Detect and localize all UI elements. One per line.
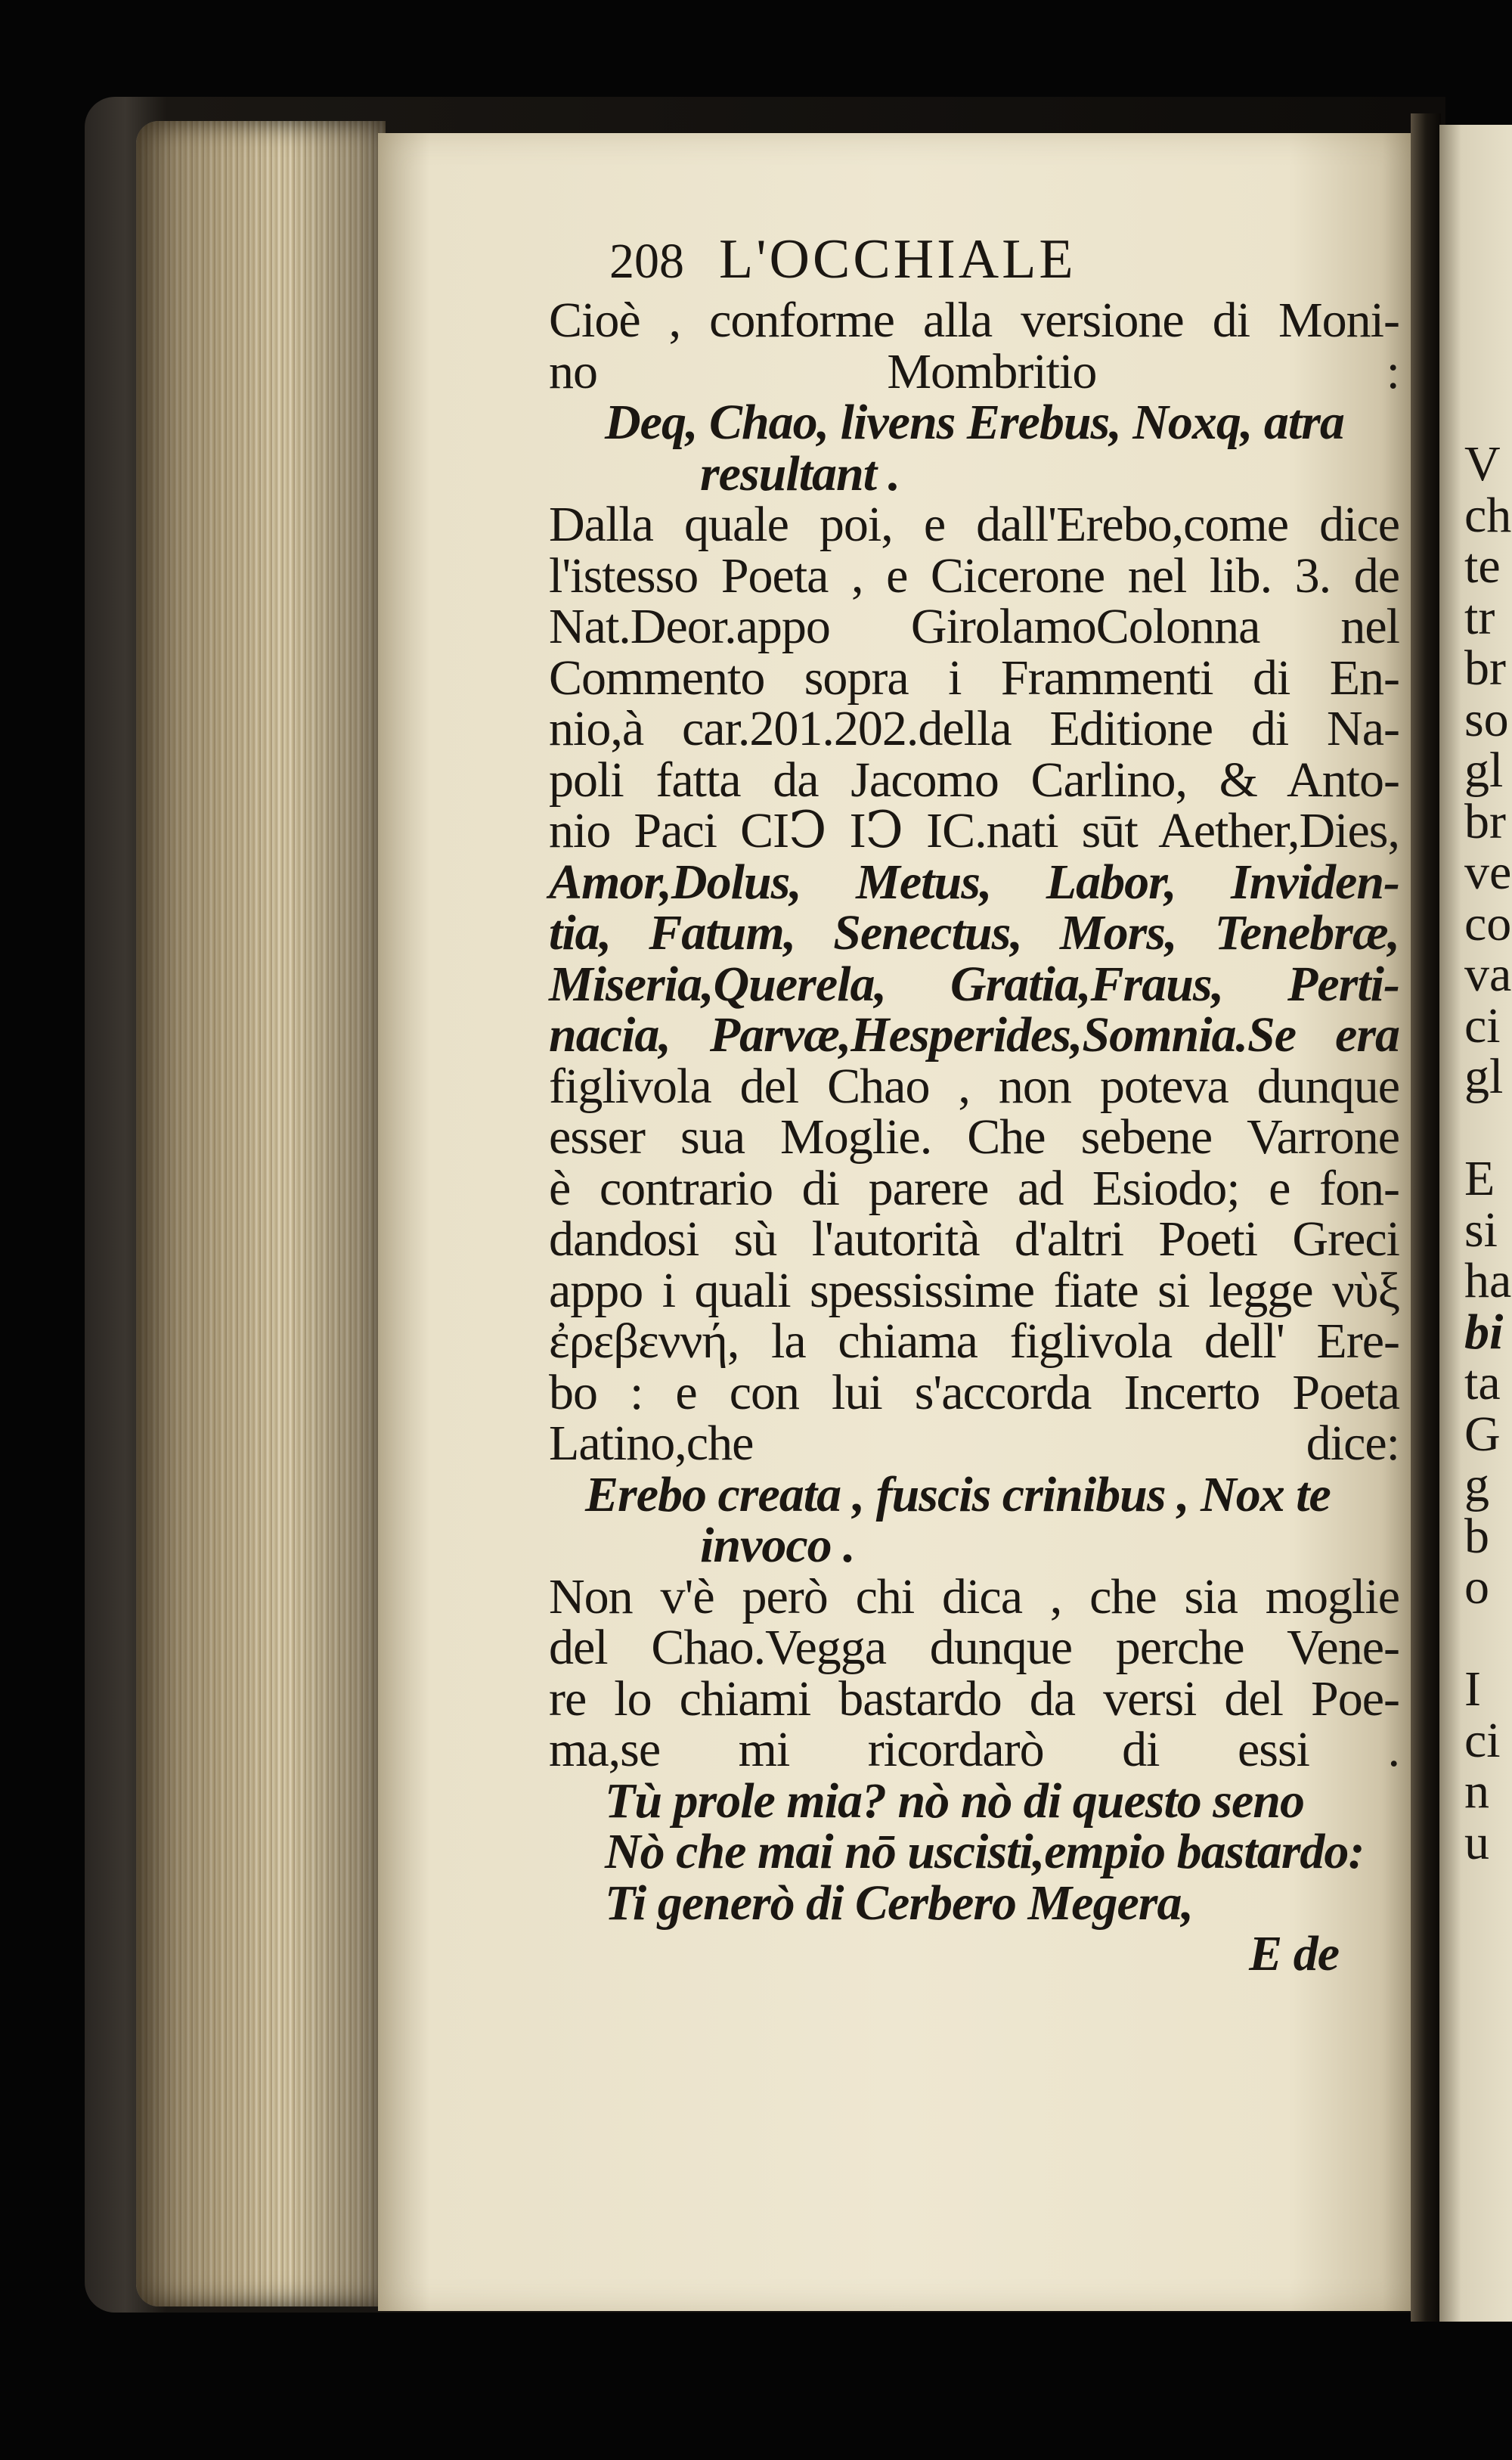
next-page-fragment: b [1464,1508,1489,1564]
text-line: l'istesso Poeta , e Cicerone nel lib. 3. de [549,548,1399,603]
next-page-fragment: E [1464,1151,1495,1206]
text-line: Latino,che dice: [549,1416,1399,1471]
next-page-fragment: si [1464,1202,1498,1258]
text-line: Commento sopra i Frammenti di En- [549,650,1399,706]
next-page-fragment: ha [1464,1253,1512,1308]
text-line: Ti generò di Cerbero Megera, [605,1875,1193,1931]
text-line: Erebo creata , fuscis crinibus , Nox te [585,1466,1331,1522]
book-gutter [1411,113,1441,2322]
text-line: Amor,Dolus, Metus, Labor, Inviden- [549,854,1399,910]
next-page-fragments [1464,436,1512,1870]
next-page-fragment: co [1464,895,1512,951]
page-number: 208 [609,234,684,289]
text-line: è contrario di parere ad Esiodo; e fon- [549,1160,1399,1216]
page-edges [136,121,386,2306]
next-page-fragment: I [1464,1661,1481,1717]
next-page-fragment: so [1464,691,1509,747]
next-page-fragment [1464,1613,1512,1664]
catchword: E de [1249,1926,1339,1981]
next-page-fragment: va [1464,947,1512,1002]
page-text-block [549,228,1399,1981]
text-line: nacia, Parvæ,Hesperides,Somnia.Se era [549,1007,1399,1062]
text-line: Non v'è però chi dica , che sia moglie [549,1568,1399,1624]
text-line: Nat.Deor.appo GirolamoColonna nel [549,599,1399,654]
next-page-fragment: n [1464,1764,1489,1819]
text-line: Tù prole mia? nò nò di questo seno [605,1773,1304,1829]
next-page-fragment: tr [1464,589,1495,645]
text-line: tia, Fatum, Senectus, Mors, Tenebræ, [549,905,1399,960]
next-page-fragment: ci [1464,997,1501,1053]
next-page-fragment: g [1464,1457,1489,1512]
next-page-fragment [1464,1103,1512,1154]
text-line: Nò che mai nō uscisti,empio bastardo: [605,1824,1365,1879]
text-line: nio,à car.201.202.della Editione di Na- [549,701,1399,756]
text-line: resultant . [700,445,900,501]
text-lines [549,293,1399,1931]
text-line: no Mombritio : [549,343,1399,399]
next-page-fragment: ta [1464,1355,1501,1410]
next-page-fragment: te [1464,538,1501,594]
text-line: ma,se mi ricordarò di essi . [549,1722,1399,1777]
text-line: Miseria,Querela, Gratia,Fraus, Perti- [549,956,1399,1012]
text-line: figlivola del Chao , non poteva dunque [549,1058,1399,1114]
text-line: dandosi sù l'autorità d'altri Poeti Greci [549,1211,1399,1267]
text-line: nio Paci CIↃ IↃ IC.nati sūt Aether,Dies, [549,803,1399,858]
text-line: poli fatta da Jacomo Carlino, & Anto- [549,752,1399,808]
next-page-fragment: G [1464,1406,1501,1462]
text-line: appo i quali spessissime fiate si legge νὺξ [549,1262,1399,1318]
next-page-fragment: ci [1464,1712,1501,1768]
next-page-fragment: ch [1464,487,1512,543]
text-line: esser sua Moglie. Che sebene Varrone [549,1109,1399,1165]
next-page-fragment: br [1464,641,1506,696]
text-line: Deq, Chao, livens Erebus, Noxq, atra [605,395,1344,450]
text-line: del Chao.Vegga dunque perche Vene- [549,1620,1399,1675]
next-page-fragment: u [1464,1814,1489,1870]
text-line: bo : e con lui s'accorda Incerto Poeta [549,1364,1399,1420]
next-page-fragment: ve [1464,845,1512,900]
text-line: re lo chiami bastardo da versi del Poe- [549,1671,1399,1726]
running-head-title: L'OCCHIALE [719,228,1077,290]
next-page-fragment: o [1464,1559,1489,1615]
running-head [549,228,1399,295]
text-line: invoco . [700,1518,855,1573]
next-page-fragment: gl [1464,743,1504,798]
text-line: ἐρεβεννή, la chiama figlivola dell' Ere- [549,1314,1399,1369]
next-page-fragment: gl [1464,1049,1504,1104]
next-page-fragment: V [1464,436,1501,492]
next-page-fragment: bi [1464,1304,1504,1360]
text-line: Dalla quale poi, e dall'Erebo,come dice [549,497,1399,552]
next-page-fragment: br [1464,793,1506,849]
text-line: Cioè , conforme alla versione di Moni- [549,293,1399,348]
